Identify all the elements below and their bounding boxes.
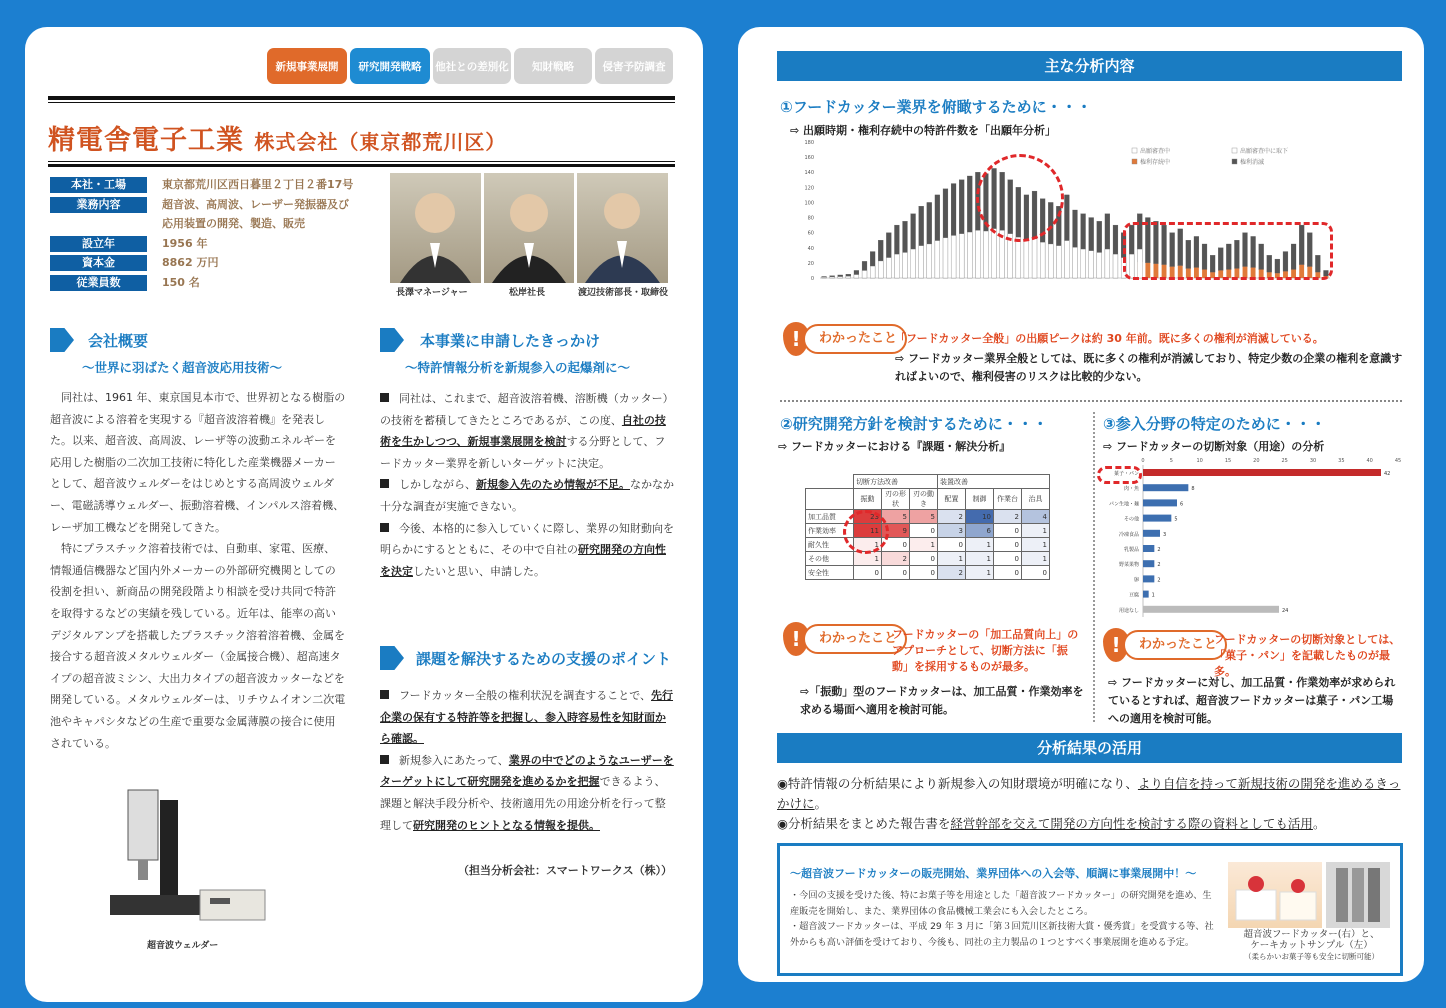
bar-withdrawn: [830, 277, 835, 278]
exclamation-icon: !: [1103, 628, 1129, 662]
motive-bullet: しかしながら、新規参入先のため情報が不足。なかなか十分な調査が実施できない。: [380, 478, 674, 513]
matrix-group: 切断方法改善: [854, 475, 938, 489]
bar-withdrawn: [967, 232, 972, 278]
profile-value: 応用装置の開発、製造、販売: [162, 217, 305, 230]
use-bar: [1143, 530, 1160, 537]
value-label: 5: [1174, 516, 1178, 523]
overview-subheading: ～世界に羽ばたく超音波応用技術～: [82, 360, 283, 375]
bar-withdrawn: [862, 271, 867, 278]
support-heading: 課題を解決するための支援のポイント: [416, 650, 672, 668]
category-label: 野菜果物: [1118, 562, 1139, 569]
profile-row-business: [50, 197, 147, 213]
matrix-col-header: 治具: [1022, 489, 1050, 510]
value-label: 1: [1151, 592, 1155, 599]
cutting-target-chart: [1098, 455, 1403, 620]
x-tick-label: 45: [1394, 458, 1402, 464]
s3-note: ⇨ フードカッターに対し、加工品質・作業効率が求められているとすれば、超音波フードカッターは菓子・パン工場への適用を検討可能。: [1108, 676, 1396, 725]
company-title: 精電舎電子工業 株式会社（東京都荒川区）: [48, 125, 507, 156]
matrix-cell: 1: [854, 552, 882, 566]
motive-subheading: ～特許情報分析を新規参入の起爆剤に～: [405, 360, 631, 375]
matrix-cell: 2: [938, 566, 966, 580]
caption-line: （柔らかいお菓子等も安全に切断可能）: [1244, 952, 1379, 961]
matrix-col-header: 振動: [854, 489, 882, 510]
x-tick-label: 30: [1309, 458, 1317, 464]
x-tick-label: 5: [1169, 458, 1173, 464]
category-label: パン生地・麺: [1108, 501, 1139, 508]
use-bar: [1143, 591, 1149, 598]
x-tick-label: 20: [1253, 458, 1260, 464]
profile-label: 従業員数: [50, 275, 147, 291]
bar-withdrawn: [951, 236, 956, 279]
motive-body: [380, 388, 674, 582]
matrix-col-header: 刃の動き: [910, 489, 938, 510]
exclamation-icon: !: [783, 322, 809, 356]
bar-withdrawn: [1073, 247, 1078, 278]
value-label: 3: [1163, 531, 1167, 538]
matrix-cell: 1: [1022, 538, 1050, 552]
photo-watanabe: [577, 173, 668, 283]
category-label: その他: [1123, 516, 1139, 523]
bar-withdrawn: [1048, 244, 1053, 278]
bar-withdrawn: [1032, 239, 1037, 278]
y-tick-label: 100: [804, 200, 814, 207]
photo-nagasawa: [390, 173, 481, 283]
news-image-caption: [1224, 929, 1399, 962]
bar-withdrawn: [1089, 251, 1094, 278]
bar-withdrawn: [911, 249, 916, 278]
s3-finding-badge: [1103, 628, 1227, 662]
bar-withdrawn: [1113, 254, 1118, 278]
profile-label: 業務内容: [50, 197, 147, 213]
matrix-col-header: 作業台: [994, 489, 1022, 510]
profile-row-capital: [50, 255, 147, 271]
analysis-credit: （担当分析会社：スマートワークス（株））: [458, 864, 673, 877]
result-item: ◉分析結果をまとめた報告書を経営幹部を交えて開発の方向性を検討する際の資料としても活用。: [777, 816, 1326, 831]
welder-caption: 超音波ウェルダー: [147, 941, 219, 951]
matrix-cell: 9: [882, 524, 910, 538]
matrix-table: [805, 474, 1050, 580]
cake-sample-image: [1228, 862, 1322, 928]
legend-swatch: [1232, 148, 1237, 153]
legend-label: 権利消滅: [1240, 159, 1265, 166]
matrix-cell: 0: [854, 566, 882, 580]
y-tick-label: 120: [804, 185, 814, 192]
title-rule-thin: [48, 102, 675, 103]
matrix-cell: 10: [966, 510, 994, 524]
news-paragraph: ・今回の支援を受けた後、特にお菓子等を用途とした「超音波フードカッター」の研究開発を進め、生産販売を開始し、また、業界団体の食品機械工業会にも入会したところ。: [790, 890, 1212, 917]
matrix-cell: 1: [854, 538, 882, 552]
value-label: 42: [1384, 471, 1391, 477]
category-label: 菓子・パン: [1113, 471, 1139, 477]
legend-label: 出願審査中に取下: [1240, 148, 1289, 155]
news-paragraph: ・超音波フードカッターは、平成 29 年 3 月に「第３回荒川区新技術大賞・優秀賞」を受賞する等、社外からも高い評価を受けており、今後も、同社の主力製品の１つとすべく事業展開を進める予定。: [790, 921, 1214, 948]
matrix-cell: 0: [938, 538, 966, 552]
bar-withdrawn: [1064, 241, 1069, 278]
s1-note: ⇨ フードカッター業界全般としては、既に多くの権利が消滅しており、特定少数の企業の権利を意識すればよいので、権利侵害のリスクは比較的少ない。: [895, 352, 1403, 383]
tab-rd-strategy[interactable]: 研究開発戦略: [350, 48, 430, 84]
y-tick-label: 60: [807, 230, 814, 237]
s1-finding-badge: [783, 322, 907, 356]
matrix-col-header: 配置: [938, 489, 966, 510]
matrix-cell: 1: [1022, 552, 1050, 566]
finding-label: わかったこと: [803, 624, 907, 654]
profile-value: 超音波、高周波、レーザー発振器及び: [162, 198, 349, 211]
matrix-cell: 2: [994, 510, 1022, 524]
matrix-cell: 0: [994, 566, 1022, 580]
photo-caption: 渡辺技術部長・取締役: [578, 288, 669, 298]
bar-withdrawn: [878, 261, 883, 278]
matrix-cell: 1: [910, 538, 938, 552]
value-label: 2: [1157, 562, 1161, 569]
support-bullet: 新規参入にあたって、業界の中でどのようなユーザーをターゲットにして研究開発を進めるかを把握できるよう、課題と解決手段分析や、技術適用先の用途分析を行って整理して研究開発のヒントとなる情報を提供。: [380, 753, 674, 832]
exclamation-icon: !: [783, 622, 809, 656]
profile-label: 資本金: [50, 255, 147, 271]
legend-swatch: [1132, 159, 1137, 164]
finding-label: わかったこと: [1123, 630, 1227, 660]
bar-withdrawn: [894, 254, 899, 278]
use-bar: [1143, 515, 1171, 522]
s3-finding: フードカッターの切断対象としては、「菓子・パン」を記載したものが最多。: [1214, 633, 1401, 678]
bar-withdrawn: [975, 230, 980, 278]
profile-value: 150 名: [162, 276, 200, 289]
matrix-cell: 23: [854, 510, 882, 524]
matrix-row-header: 加工品質: [806, 510, 854, 524]
photo-matsugishi: [484, 173, 574, 283]
matrix-cell: 0: [910, 552, 938, 566]
overview-paragraph: 同社は、1961 年、東京国見本市で、世界初となる樹脂の超音波による溶着を実現する『超音波溶着機』を発表した。以来、超音波、高周波、レーザ等の波動エネルギーを応用した樹脂の二次加工技術に特化した産業機器メーカーとして、超音波ウェルダーをはじめとする高周波ウェルダー、電磁誘導ウェルダー、振動溶着機、インパルス溶着機、レーザ加工機などを開発してきた。: [50, 391, 346, 534]
profile-label: 設立年: [50, 236, 147, 252]
bar-withdrawn: [838, 277, 843, 278]
finding-label: わかったこと: [803, 324, 907, 354]
profile-row-founded: [50, 236, 147, 252]
profile-value: 1956 年: [162, 237, 208, 250]
matrix-cell: 1: [966, 538, 994, 552]
overview-heading: 会社概要: [88, 332, 149, 350]
matrix-cell: 1: [966, 566, 994, 580]
use-bar: [1143, 499, 1177, 506]
matrix-cell: 0: [994, 524, 1022, 538]
bar-withdrawn: [854, 275, 859, 278]
bar-withdrawn: [870, 266, 875, 278]
caption-line: 超音波フードカッター(右）と、: [1243, 929, 1380, 940]
matrix-corner: [806, 489, 854, 510]
use-bar: [1143, 545, 1154, 552]
category-label: 乳製品: [1123, 547, 1139, 553]
tab-new-business[interactable]: 新規事業展開: [267, 48, 347, 84]
matrix-cell: 0: [882, 566, 910, 580]
matrix-group: 装置改善: [938, 475, 1050, 489]
matrix-cell: 4: [1022, 510, 1050, 524]
matrix-cell: 0: [910, 566, 938, 580]
matrix-cell: 3: [938, 524, 966, 538]
matrix-cell: 1: [1022, 524, 1050, 538]
category-label: 用途なし: [1118, 607, 1139, 614]
result-bar: 分析結果の活用: [777, 733, 1402, 763]
bar-withdrawn: [935, 241, 940, 278]
tab-ip-strategy[interactable]: 知財戦略: [514, 48, 592, 84]
motive-heading: 本事業に申請したきっかけ: [420, 332, 601, 350]
bar-withdrawn: [1105, 249, 1110, 278]
value-label: 2: [1157, 547, 1161, 553]
vibration-highlight: [843, 510, 889, 554]
matrix-cell: 0: [910, 524, 938, 538]
support-body: [380, 685, 674, 836]
bar-withdrawn: [927, 244, 932, 278]
peak-highlight-circle: [976, 154, 1064, 242]
y-tick-label: 140: [804, 170, 814, 177]
welder-image: [100, 780, 280, 930]
value-label: 8: [1191, 486, 1195, 493]
overview-paragraph: 特にプラスチック溶着技術では、自動車、家電、医療、情報通信機器など国内外メーカーの外部研究機関としての役割を担い、新商品の開発段階より相談を受け共同で特許を取得するなどの実績を残している。近年は、能率の高いデジタルアンプを搭載したプラスチック溶着溶着機、金属を接合する超音波メタルウェルダー（金属接合機）、超高速タイプの超音波ミシン、大出力タイプの超音波カッターなどを開発している。メタルウェルダーは、リチウムイオン二次電池やキャパシタなどの生産で重要な金属薄膜の接合に使用されている。: [50, 542, 346, 750]
x-tick-label: 35: [1338, 458, 1345, 464]
matrix-corner: [806, 475, 854, 489]
photo-caption: 松岸社長: [509, 288, 546, 298]
use-bar: [1143, 484, 1188, 491]
bar-withdrawn: [984, 231, 989, 278]
main-analysis-bar: 主な分析内容: [777, 51, 1402, 81]
motive-bullet: 同社は、これまで、超音波溶着機、溶断機（カッター）の技術を蓄積してきたところであるが、この度、自社の技術を生かしつつ、新規事業展開を検討する分野として、フードカッター業界を新しいターゲットに決定。: [380, 392, 674, 470]
use-bar: [1143, 469, 1381, 476]
value-label: 6: [1180, 501, 1184, 508]
category-label: 卵: [1133, 577, 1139, 584]
use-bar: [1143, 606, 1279, 613]
matrix-cell: 2: [882, 552, 910, 566]
x-tick-label: 0: [1141, 458, 1145, 464]
category-label: 冷凍食品: [1118, 531, 1139, 538]
s1-finding: 「フードカッター全般」の出願ピークは約 30 年前。既に多くの権利が消滅している。: [895, 332, 1324, 345]
bar-withdrawn: [943, 238, 948, 278]
legend-swatch: [1132, 148, 1137, 153]
matrix-cell: 6: [966, 524, 994, 538]
profile-label: 本社・工場: [50, 177, 147, 193]
matrix-col-header: 刃の形状: [882, 489, 910, 510]
x-tick-label: 40: [1366, 458, 1373, 464]
category-label: 豆腐: [1128, 592, 1139, 599]
x-tick-label: 15: [1224, 458, 1232, 464]
value-label: 2: [1157, 577, 1161, 584]
matrix-col-header: 制御: [966, 489, 994, 510]
result-item: ◉特許情報の分析結果により新規参入の知財環境が明確になり、より自信を持って新規技術の開発を進めるきっかけに。: [777, 776, 1401, 811]
y-tick-label: 40: [807, 245, 814, 252]
title-rule-top: [48, 96, 675, 100]
overview-body: [50, 387, 346, 754]
matrix-row-header: その他: [806, 552, 854, 566]
legend-label: 出願審査中: [1140, 148, 1171, 155]
matrix-cell: 5: [882, 510, 910, 524]
profile-row-employees: [50, 275, 147, 291]
bar-withdrawn: [822, 277, 827, 278]
s2-finding: フードカッターの「加工品質向上」のアプローチとして、切断方法に「振動」を採用するものが最多。: [892, 628, 1079, 673]
bar-withdrawn: [1016, 237, 1021, 278]
legend-swatch: [1232, 159, 1237, 164]
s2-finding-badge: [783, 622, 907, 656]
matrix-cell: 1: [938, 552, 966, 566]
s1-heading: ①フードカッター業界を俯瞰するために・・・: [780, 98, 1092, 116]
matrix-cell: 5: [910, 510, 938, 524]
bar-withdrawn: [959, 234, 964, 278]
matrix-cell: 2: [938, 510, 966, 524]
active-rights-highlight: [1123, 222, 1333, 280]
motive-bullet: 今後、本格的に参入していくに際し、業界の知財動向を明らかにするとともに、その中で自社の研究開発の方向性を決定したいと思い、申請した。: [380, 521, 674, 578]
legend-label: 権利存続中: [1140, 159, 1171, 166]
profile-value: 東京都荒川区西日暮里２丁目２番17号: [162, 178, 354, 191]
bar-withdrawn: [846, 276, 851, 278]
matrix-cell: 0: [994, 552, 1022, 566]
caption-line: ケーキカットサンプル（左）: [1250, 940, 1373, 951]
s3-subheading: ⇨ フードカッターの切断対象（用途）の分析: [1103, 440, 1325, 453]
bar-withdrawn: [1056, 246, 1061, 278]
confectionery-highlight: [1097, 466, 1142, 484]
y-tick-label: 20: [807, 260, 814, 267]
matrix-cell: 0: [1022, 566, 1050, 580]
bar-withdrawn: [903, 253, 908, 279]
matrix-cell: 0: [994, 538, 1022, 552]
matrix-cell: 11: [854, 524, 882, 538]
y-tick-label: 160: [804, 155, 814, 162]
bar-withdrawn: [919, 246, 924, 278]
tab-infringement[interactable]: 侵害予防調査: [595, 48, 673, 84]
s2-subheading: ⇨ フードカッターにおける『課題・解決分析』: [778, 440, 1011, 453]
support-bullet: フードカッター全般の権利状況を調査することで、先行企業の保有する特許等を把握し、参入時容易性を知財面から確認。: [380, 689, 674, 746]
result-list: [777, 774, 1402, 834]
x-tick-label: 10: [1196, 458, 1203, 464]
news-title: ～超音波フードカッターの販売開始、業界団体への入会等、順調に事業展開中！～: [790, 867, 1197, 880]
s1-subheading: ⇨ 出願時期・権利存続中の特許件数を「出願年分析」: [790, 124, 1057, 137]
issue-solution-matrix: [805, 474, 1050, 580]
divider-vertical: [1093, 412, 1095, 722]
matrix-row-header: 作業効率: [806, 524, 854, 538]
matrix-row-header: 安全性: [806, 566, 854, 580]
category-label: 肉・魚: [1123, 486, 1139, 493]
food-cutter-image: [1326, 862, 1390, 928]
x-tick-label: 25: [1281, 458, 1288, 464]
value-label: 24: [1282, 607, 1289, 614]
news-text: [790, 888, 1220, 950]
profile-row-hq: [50, 177, 147, 193]
bar-withdrawn: [1040, 242, 1045, 278]
title-rule-bottom: [48, 164, 675, 167]
matrix-cell: 0: [882, 538, 910, 552]
bar-withdrawn: [886, 258, 891, 278]
profile-value: 8862 万円: [162, 256, 219, 269]
bar-withdrawn: [1097, 253, 1102, 279]
s2-note: ⇨「振動」型のフードカッターは、加工品質・作業効率を求める場面へ適用を検討可能。: [800, 685, 1084, 716]
matrix-cell: 1: [966, 552, 994, 566]
s3-heading: ③参入分野の特定のために・・・: [1103, 415, 1326, 433]
tab-differentiation[interactable]: 他社との差別化: [433, 48, 511, 84]
y-tick-label: 180: [804, 140, 814, 146]
bar-withdrawn: [1081, 249, 1086, 278]
y-tick-label: 0: [810, 276, 814, 282]
use-bar: [1143, 575, 1154, 582]
title-rule-thin2: [48, 161, 675, 162]
s2-heading: ②研究開発方針を検討するために・・・: [780, 415, 1048, 433]
use-bar: [1143, 560, 1154, 567]
matrix-row-header: 耐久性: [806, 538, 854, 552]
bar-withdrawn: [992, 229, 997, 278]
y-tick-label: 80: [807, 215, 814, 222]
photo-caption: 長澤マネージャー: [396, 288, 468, 298]
bar-withdrawn: [1024, 241, 1029, 278]
divider: [780, 400, 1402, 402]
